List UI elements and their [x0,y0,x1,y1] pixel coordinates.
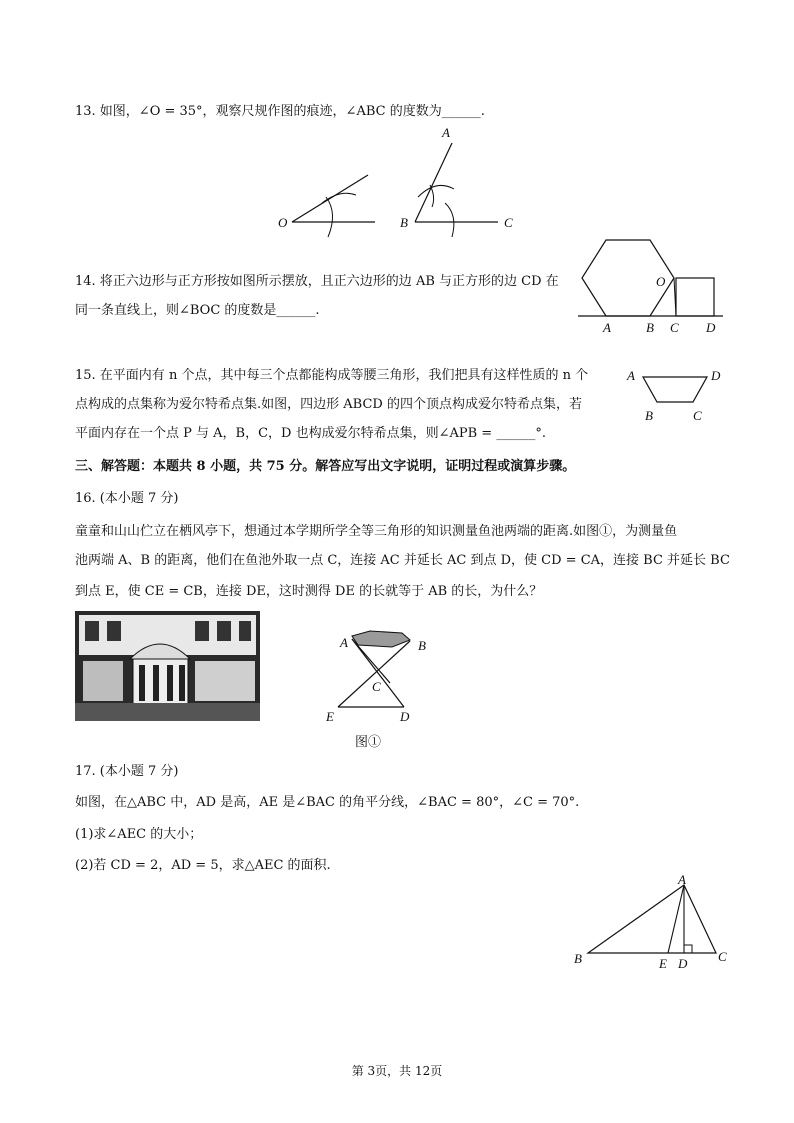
figure1-caption: 图① [355,735,382,750]
fig17-label-C: C [718,949,727,964]
q15-figure [625,362,735,424]
fig13-label-O: O [278,215,288,230]
fig16-label-A: A [340,635,348,650]
q16-line1: 童童和山山伫立在栖风亭下，想通过本学期所学全等三角形的知识测量鱼池两端的距离.如图①，为测量鱼 [75,524,678,539]
q14-line2: 同一条直线上，则∠BOC 的度数是______. [75,303,320,318]
q17-line2: (1)求∠AEC 的大小； [75,827,203,842]
fig17-label-D: D [678,956,688,971]
fig17-label-E: E [659,956,667,971]
section3-heading: 三、解答题：本题共 8 小题，共 75 分。解答应写出文字说明，证明过程或演算步骤。 [75,459,576,474]
fig15-label-B: B [645,408,653,423]
fig14-label-O: O [656,274,666,289]
q15-line2: 点构成的点集称为爱尔特希点集.如图，四边形 ABCD 的四个顶点构成爱尔特希点集，若 [75,397,582,412]
q16-header: 16. (本小题 7 分) [75,491,179,506]
fig16-label-C: C [372,679,381,694]
fig14-label-C: C [670,320,679,335]
fig13-label-A: A [442,125,450,140]
fig14-label-D: D [706,320,716,335]
fig15-label-A: A [627,368,635,383]
q17-figure [570,872,740,971]
fig16-label-D: D [400,709,410,724]
fig16-label-E: E [326,709,334,724]
page-footer: 第 3页，共 12页 [351,1064,443,1078]
fig13-label-B: B [400,215,408,230]
q13-figure [270,125,530,235]
q16-line2: 池两端 A、B 的距离，他们在鱼池外取一点 C，连接 AC 并延长 AC 到点 D，使 CD = CA，连接 BC 并延长 BC [75,553,730,568]
q17-line1: 如图，在△ABC 中，AD 是高，AE 是∠BAC 的角平分线，∠BAC = 80°，∠C = 70°. [75,795,580,810]
pavilion-photo [75,611,260,721]
fig17-label-A: A [678,872,686,887]
q15-line3: 平面内存在一个点 P 与 A，B，C，D 也构成爱尔特希点集，则∠APB = ______°. [75,426,546,441]
q15-line1: 15. 在平面内有 n 个点，其中每三个点都能构成等腰三角形，我们把具有这样性质的 n 个 [75,368,589,383]
fig13-label-C: C [504,215,513,230]
q16-line3: 到点 E，使 CE = CB，连接 DE，这时测得 DE 的长就等于 AB 的长，为什么？ [75,584,543,599]
fig14-label-B: B [646,320,654,335]
q17-line3: (2)若 CD = 2，AD = 5，求△AEC 的面积. [75,858,331,873]
q13-text: 13. 如图，∠O = 35°，观察尺规作图的痕迹，∠ABC 的度数为______. [75,104,485,119]
q14-figure [578,236,728,336]
fig15-label-D: D [711,368,721,383]
fig15-label-C: C [693,408,702,423]
fig14-label-A: A [603,320,611,335]
q16-figure [326,625,430,725]
fig16-label-B: B [418,638,426,653]
q14-line1: 14. 将正六边形与正方形按如图所示摆放，且正六边形的边 AB 与正方形的边 CD 在 [75,274,559,289]
q17-header: 17. (本小题 7 分) [75,764,179,779]
fig17-label-B: B [574,951,582,966]
